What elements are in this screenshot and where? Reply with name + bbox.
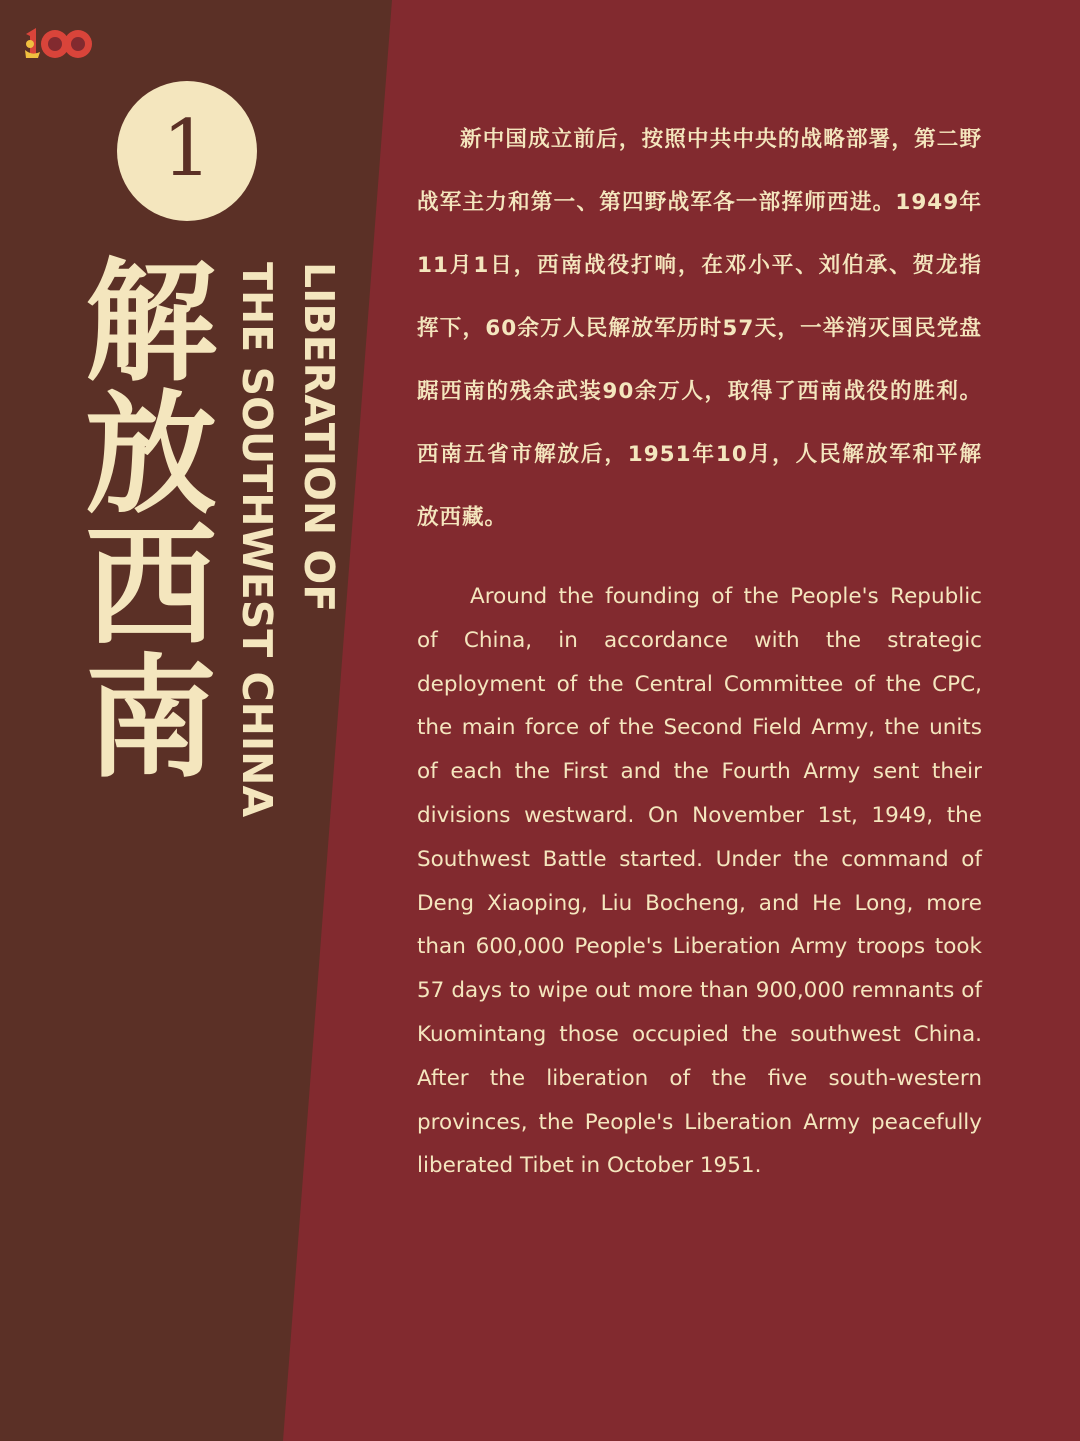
english-title: LIBERATION OF THE SOUTHWEST CHINA — [233, 262, 343, 818]
section-number-badge — [117, 81, 257, 221]
chinese-title: 解放西南 — [62, 252, 216, 780]
section-number: 1 — [162, 104, 212, 194]
chinese-body-text: 新中国成立前后，按照中共中央的战略部署，第二野战军主力和第一、第四野战军各一部挥师西进。1949年11月1日，西南战役打响，在邓小平、刘伯承、贺龙指挥下，60余万人民解放军历时57天，一举消灭国民党盘踞西南的残余武装90余万人，取得了西南战役的胜利。西南五省市解放后，1951年10月，人民解放军和平解放西藏。 — [417, 127, 982, 530]
english-body-text: Around the founding of the People's Republic of China, in accordance with the strategic deployment of the Central Committee of the CPC, the main force of the Second Field Army, the units of each the First and the Fourth Army sent their divisions westward. On November 1st, 1949, the Southwest Battle started. Under the command of Deng Xiaoping, Liu Bocheng, and He Long, more than 600,000 People's Liberation Army troops took 57 days to wipe out more than 900,000 remnants of Kuomintang those occupied the southwest China. After the liberation of the five south-western provinces, the People's Liberation Army peacefully liberated Tibet in October 1951. — [417, 584, 982, 1179]
party-centenary-100-logo-icon — [22, 24, 94, 74]
